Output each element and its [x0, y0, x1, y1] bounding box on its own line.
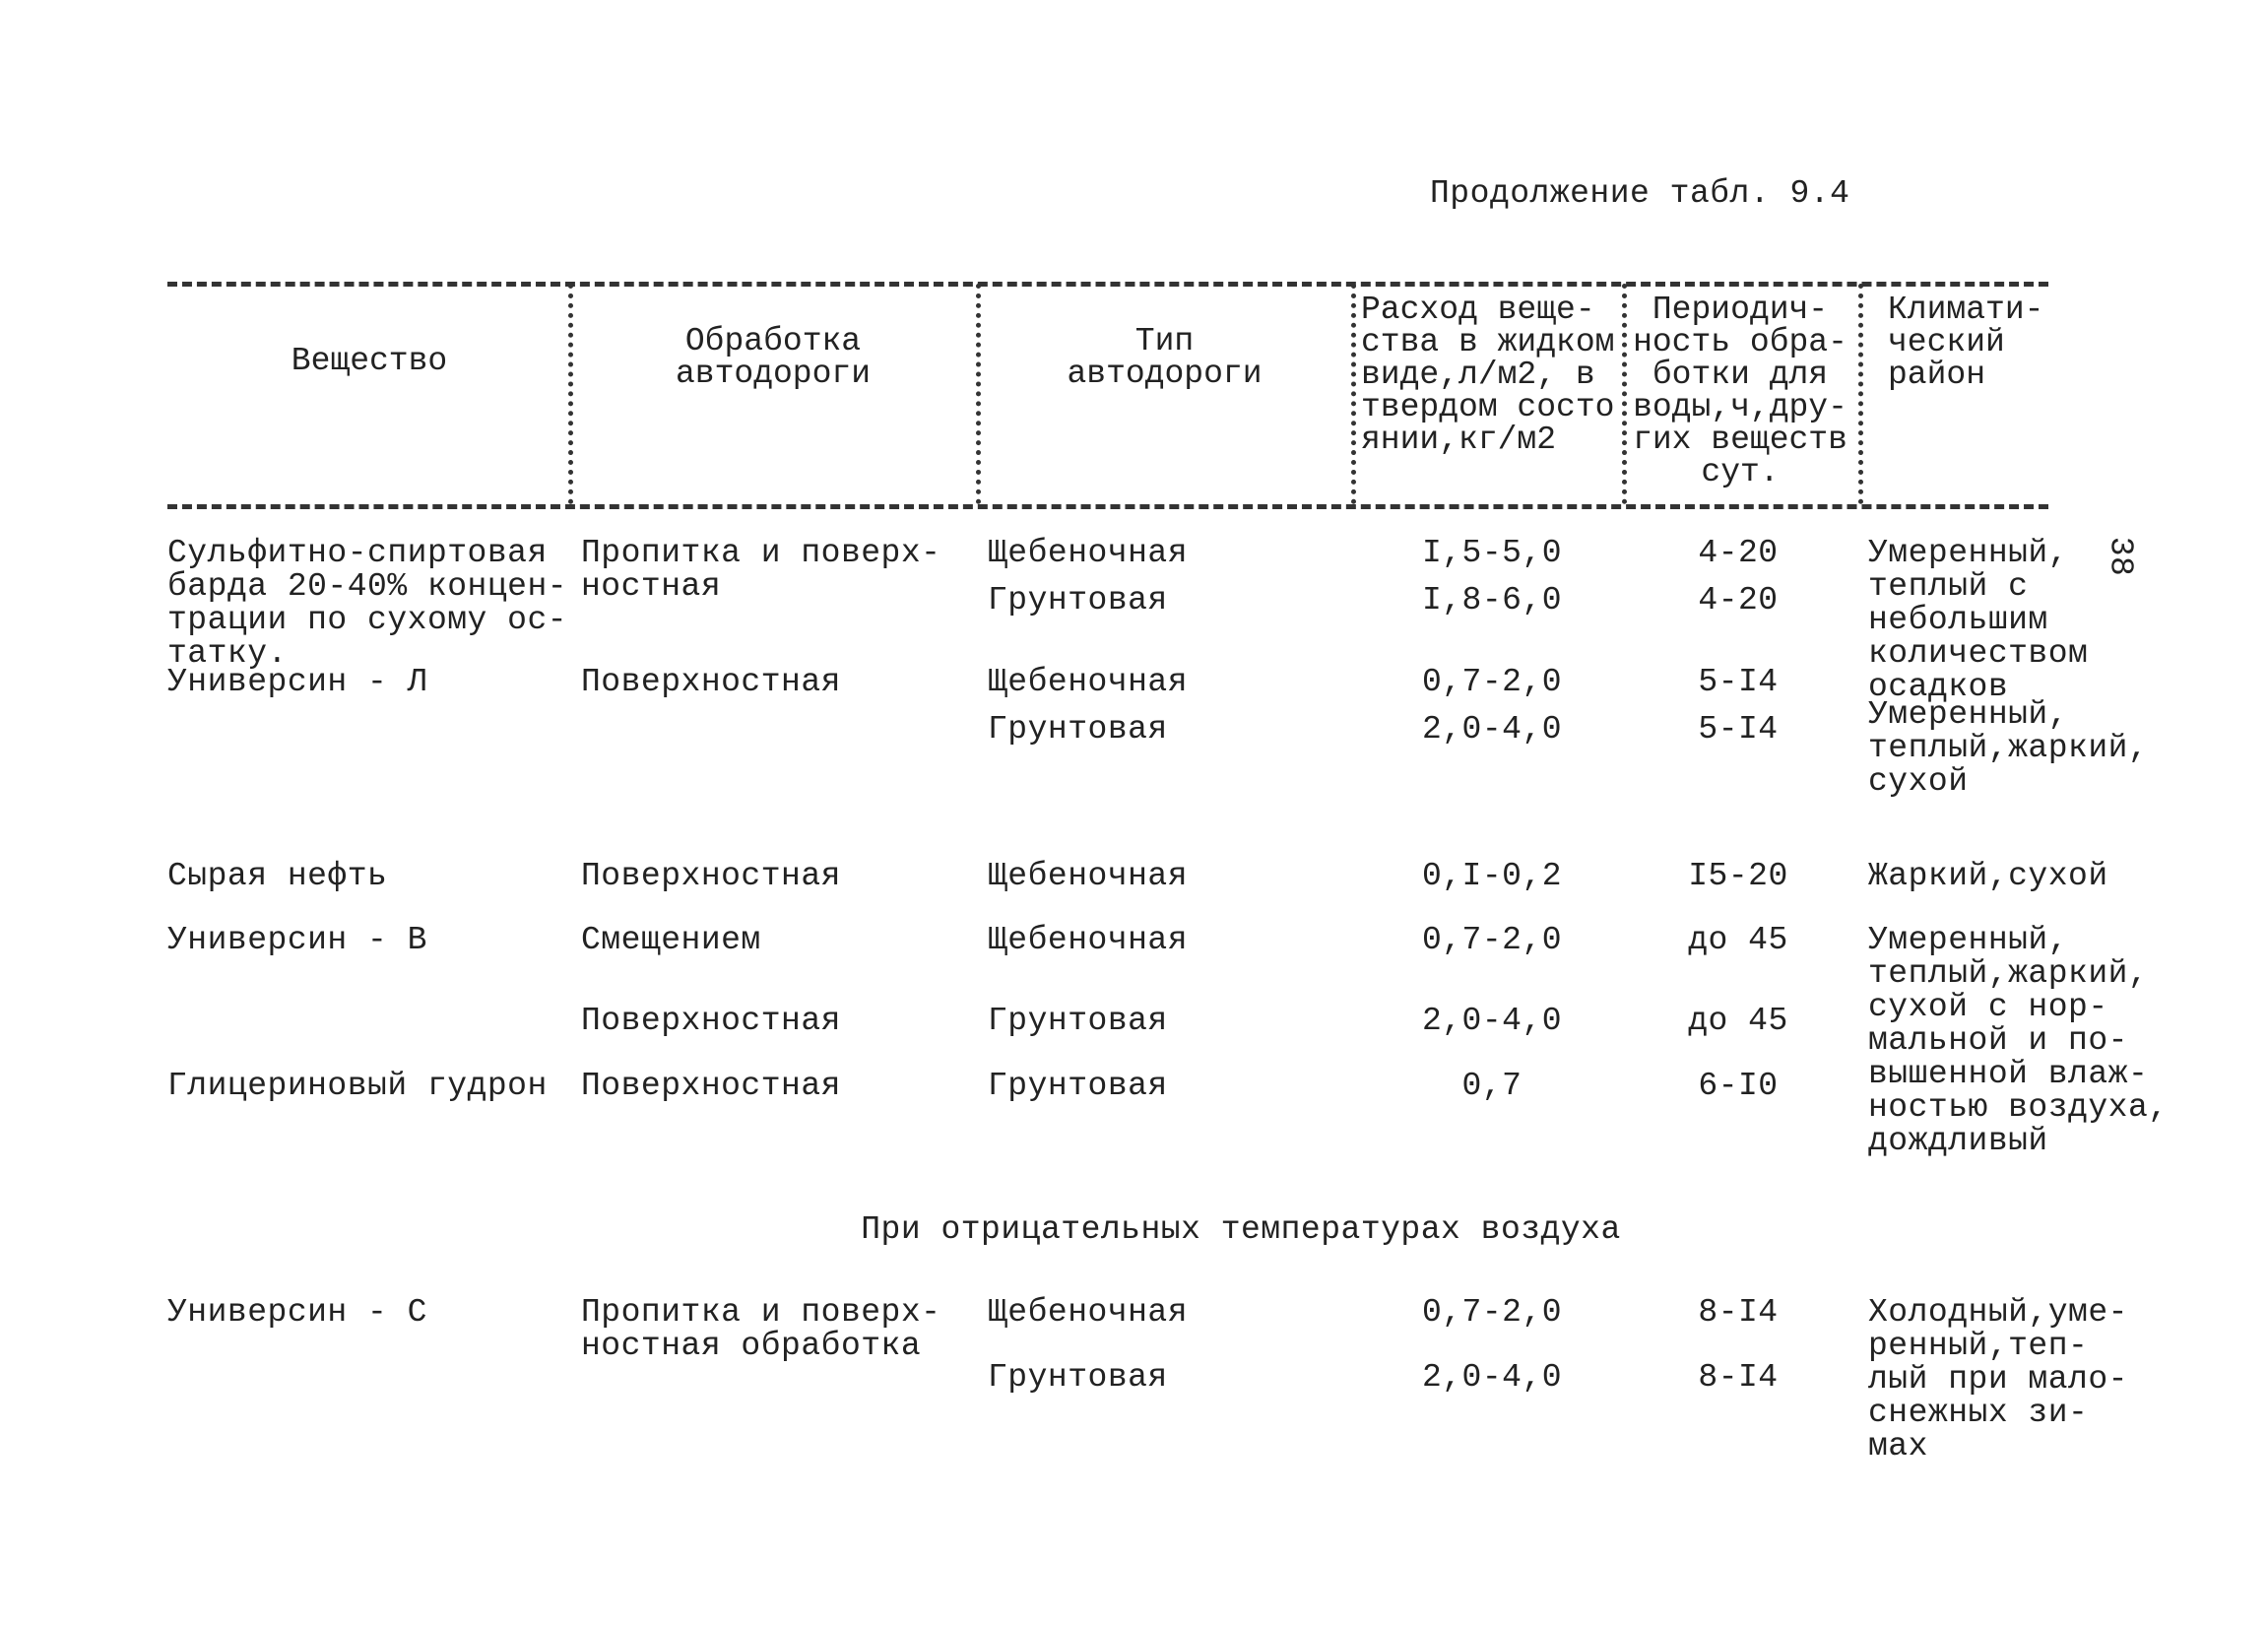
row5-substance: Глицериновый гудрон [167, 1068, 548, 1104]
row6-climate: Холодный,уме- ренный,теп- лый при мало- снежных зи- мах [1868, 1294, 2128, 1465]
row1-road-type-1: Щебеночная [988, 535, 1189, 571]
row4-substance: Универсин - В [167, 922, 427, 958]
row6-period-2: 8-I4 [1698, 1359, 1779, 1396]
header-climate: Климати- ческий район [1888, 292, 2044, 393]
row5-period: 6-I0 [1698, 1068, 1779, 1104]
header-bottom-rule [167, 504, 2048, 509]
row2-road-type-1: Щебеночная [988, 664, 1189, 700]
header-top-rule [167, 282, 2048, 287]
header-substance: Вещество [291, 343, 448, 379]
row4-consumption-2: 2,0-4,0 [1421, 1003, 1563, 1039]
row1-substance: Сульфитно-спиртовая барда 20-40% концен- трации по сухому ос- татку. [167, 535, 568, 672]
row1-period-1: 4-20 [1698, 535, 1779, 571]
row2-consumption-2: 2,0-4,0 [1421, 711, 1563, 748]
header-periodicity: Периодич- ность обра- ботки для воды,ч,дру- гих веществ сут. [1633, 292, 1847, 490]
row3-period: I5-20 [1688, 858, 1788, 894]
row5-treatment: Поверхностная [581, 1068, 841, 1104]
row3-climate: Жаркий,сухой [1868, 858, 2108, 894]
row6-consumption-1: 0,7-2,0 [1421, 1294, 1563, 1331]
row1-consumption-2: I,8-6,0 [1421, 582, 1563, 619]
row3-treatment: Поверхностная [581, 858, 841, 894]
column-separator [1858, 284, 1863, 504]
row4-treatment-1: Смещением [581, 922, 761, 958]
row2-road-type-2: Грунтовая [988, 711, 1168, 748]
row4-climate: Умеренный, теплый,жаркий, сухой с нор- мальной и по- вышенной влаж- ностью воздуха, дождливый [1868, 922, 2169, 1159]
header-treatment: Обработка автодороги [675, 323, 872, 392]
row6-treatment: Пропитка и поверх- ностная обработка [581, 1294, 941, 1364]
row5-road-type: Грунтовая [988, 1068, 1168, 1104]
row1-road-type-2: Грунтовая [988, 582, 1168, 619]
row4-consumption-1: 0,7-2,0 [1421, 922, 1563, 958]
row2-climate: Умеренный, теплый,жаркий, сухой [1868, 696, 2149, 800]
column-separator [976, 284, 981, 504]
row2-consumption-1: 0,7-2,0 [1421, 664, 1563, 700]
table-caption: Продолжение табл. 9.4 [1430, 175, 1850, 212]
row3-consumption: 0,I-0,2 [1421, 858, 1563, 894]
row6-substance: Универсин - С [167, 1294, 427, 1331]
row3-road-type: Щебеночная [988, 858, 1189, 894]
row6-period-1: 8-I4 [1698, 1294, 1779, 1331]
row2-substance: Универсин - Л [167, 664, 427, 700]
row4-treatment-2: Поверхностная [581, 1003, 841, 1039]
header-consumption: Расход веще- ства в жидком виде,л/м2, в твердом состо янии,кг/м2 [1361, 292, 1615, 458]
row2-treatment: Поверхностная [581, 664, 841, 700]
row4-road-type-1: Щебеночная [988, 922, 1189, 958]
row5-consumption: 0,7 [1461, 1068, 1523, 1104]
row1-period-2: 4-20 [1698, 582, 1779, 619]
row1-consumption-1: I,5-5,0 [1421, 535, 1563, 571]
row1-treatment: Пропитка и поверх- ностная [581, 535, 941, 605]
column-separator [1351, 284, 1356, 504]
row2-period-1: 5-I4 [1698, 664, 1779, 700]
row1-climate: Умеренный, теплый с небольшим количеством осадков [1868, 535, 2089, 705]
section-heading: При отрицательных температурах воздуха [861, 1211, 1621, 1248]
row6-road-type-1: Щебеночная [988, 1294, 1189, 1331]
row4-road-type-2: Грунтовая [988, 1003, 1168, 1039]
row6-road-type-2: Грунтовая [988, 1359, 1168, 1396]
column-separator [568, 284, 573, 504]
page-number: 38 [2102, 536, 2139, 577]
row2-period-2: 5-I4 [1698, 711, 1779, 748]
row6-consumption-2: 2,0-4,0 [1421, 1359, 1563, 1396]
row4-period-2: до 45 [1688, 1003, 1788, 1039]
row3-substance: Сырая нефть [167, 858, 388, 894]
header-road-type: Тип автодороги [1067, 323, 1263, 392]
row4-period-1: до 45 [1688, 922, 1788, 958]
